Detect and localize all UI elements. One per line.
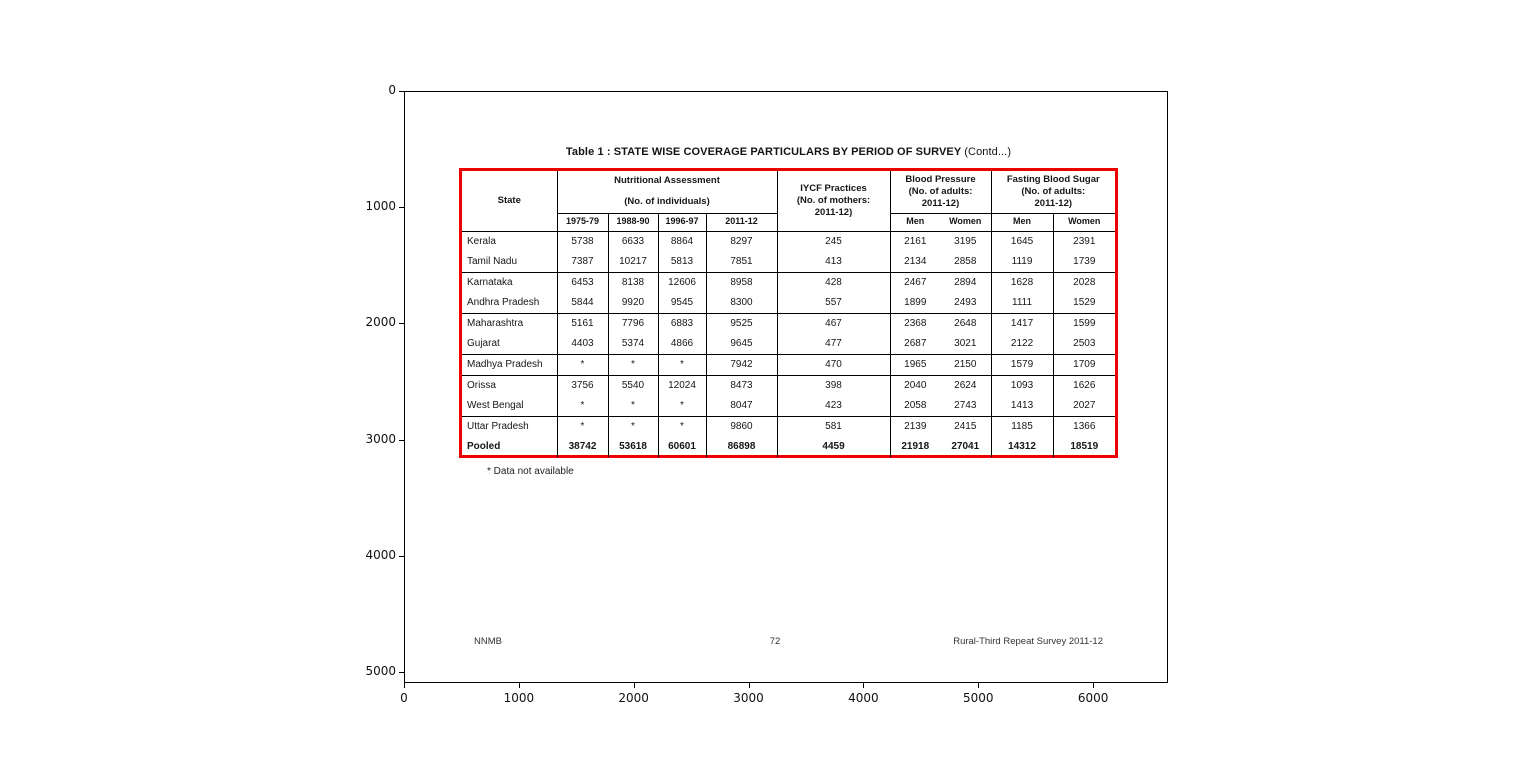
header-state: State xyxy=(462,171,557,231)
table-title-main: Table 1 : STATE WISE COVERAGE PARTICULARS BY PERIOD OF SURVEY xyxy=(565,146,962,158)
y-axis-tick-label: 0 xyxy=(388,83,396,97)
value-cell: 6883 xyxy=(658,313,706,334)
value-cell: 2467 xyxy=(890,272,940,293)
y-tick-mark xyxy=(399,207,404,208)
value-cell: 6453 xyxy=(557,272,608,293)
value-cell: * xyxy=(557,416,608,437)
value-cell: 4866 xyxy=(658,334,706,355)
y-tick-mark xyxy=(399,91,404,92)
header-fasting-blood-sugar xyxy=(991,171,1115,213)
fbs-line1: Fasting Blood Sugar xyxy=(1006,173,1100,185)
value-cell: 1529 xyxy=(1053,293,1115,314)
value-cell: 8138 xyxy=(608,272,658,293)
footer-org-label: NNMB xyxy=(474,636,502,647)
value-cell: 245 xyxy=(777,231,890,252)
header-bp-men: Men xyxy=(890,213,940,231)
na-line1: Nutritional Assessment xyxy=(614,175,720,187)
y-axis-tick-label: 3000 xyxy=(365,431,396,446)
value-cell: 1599 xyxy=(1053,313,1115,334)
y-tick-mark xyxy=(399,672,404,673)
bp-line1: Blood Pressure xyxy=(905,173,976,185)
x-axis-tick-label: 5000 xyxy=(962,691,994,705)
x-axis-tick-label: 2000 xyxy=(618,691,649,705)
value-cell: 1709 xyxy=(1053,354,1115,375)
value-cell: 428 xyxy=(777,272,890,293)
table-row xyxy=(462,354,1115,375)
table-row xyxy=(462,375,1115,396)
value-cell: * xyxy=(658,396,706,417)
header-fbs-men: Men xyxy=(991,213,1053,231)
value-cell: 9525 xyxy=(706,313,777,334)
value-cell: 2161 xyxy=(890,231,940,252)
y-tick-mark xyxy=(399,323,404,324)
value-cell: 4459 xyxy=(777,437,890,457)
value-cell: 8958 xyxy=(706,272,777,293)
state-cell: Andhra Pradesh xyxy=(467,297,540,308)
value-cell: 3195 xyxy=(954,236,977,247)
state-cell: Kerala xyxy=(467,236,496,247)
table-row xyxy=(462,396,1115,417)
table-row xyxy=(462,252,1115,273)
value-cell: 5844 xyxy=(557,293,608,314)
x-tick-mark xyxy=(749,683,750,688)
value-cell: 2503 xyxy=(1053,334,1115,355)
state-cell: Gujarat xyxy=(467,338,500,349)
header-nutritional-assessment xyxy=(557,171,777,213)
value-cell: 477 xyxy=(777,334,890,355)
value-cell: 86898 xyxy=(706,437,777,457)
fbs-line2: (No. of adults: xyxy=(1021,185,1086,197)
value-cell: 1645 xyxy=(991,231,1053,252)
value-cell: 1579 xyxy=(991,354,1053,375)
value-cell: 2040 xyxy=(890,375,940,396)
value-cell: * xyxy=(608,396,658,417)
value-cell: 7387 xyxy=(557,252,608,273)
header-iycf xyxy=(777,171,890,231)
table-row xyxy=(462,231,1115,252)
na-line2: (No. of individuals) xyxy=(624,196,710,208)
value-cell: 9920 xyxy=(608,293,658,314)
value-cell: * xyxy=(608,416,658,437)
y-tick-mark xyxy=(399,556,404,557)
header-year-4: 2011-12 xyxy=(706,213,777,231)
state-cell: Pooled xyxy=(467,441,501,452)
x-tick-mark xyxy=(1093,683,1094,688)
value-cell: * xyxy=(658,354,706,375)
value-cell: 2058 xyxy=(890,396,940,417)
state-cell: Maharashtra xyxy=(462,313,557,334)
value-cell: * xyxy=(557,354,608,375)
state-cell: Madhya Pradesh xyxy=(462,354,557,375)
value-cell: 12606 xyxy=(658,272,706,293)
value-cell: 470 xyxy=(777,354,890,375)
value-cell: * xyxy=(608,354,658,375)
value-cell: 5161 xyxy=(557,313,608,334)
header-blood-pressure xyxy=(890,171,991,213)
value-cell: 5374 xyxy=(608,334,658,355)
value-cell: 423 xyxy=(777,396,890,417)
header-year-2: 1988-90 xyxy=(608,213,658,231)
state-cell: Orissa xyxy=(462,375,557,396)
state-cell: Tamil Nadu xyxy=(467,256,518,267)
value-cell: 8473 xyxy=(706,375,777,396)
value-cell: 10217 xyxy=(608,252,658,273)
footer-survey-label: Rural-Third Repeat Survey 2011-12 xyxy=(953,636,1103,647)
page-number: 72 xyxy=(769,636,781,647)
value-cell: 2139 xyxy=(890,416,940,437)
value-cell: 8864 xyxy=(658,231,706,252)
value-cell: 9545 xyxy=(658,293,706,314)
value-cell: 60601 xyxy=(658,437,706,457)
value-cell: 1965 xyxy=(890,354,940,375)
value-cell: 21918 xyxy=(890,437,940,457)
x-tick-mark xyxy=(634,683,635,688)
fbs-line3: 2011-12) xyxy=(1034,197,1073,209)
y-axis-tick-label: 4000 xyxy=(365,547,396,562)
value-cell: 2493 xyxy=(954,297,977,308)
value-cell: 1119 xyxy=(991,252,1053,273)
iycf-line1: IYCF Practices xyxy=(800,182,867,194)
table-row xyxy=(462,313,1115,334)
value-cell: 1739 xyxy=(1053,252,1115,273)
table-title-contd-text: (Contd...) xyxy=(964,146,1012,158)
value-cell: 2028 xyxy=(1053,272,1115,293)
iycf-line2: (No. of mothers: xyxy=(796,194,871,206)
value-cell: 38742 xyxy=(557,437,608,457)
value-cell: 7942 xyxy=(706,354,777,375)
value-cell: 2134 xyxy=(890,252,940,273)
value-cell: 1185 xyxy=(991,416,1053,437)
header-year-3: 1996-97 xyxy=(658,213,706,231)
value-cell: 9860 xyxy=(706,416,777,437)
value-cell: 3021 xyxy=(954,338,977,349)
value-cell: 581 xyxy=(777,416,890,437)
header-fbs-women: Women xyxy=(1053,213,1115,231)
value-cell: 2624 xyxy=(940,375,991,396)
value-cell: 467 xyxy=(777,313,890,334)
state-cell: Karnataka xyxy=(462,272,557,293)
y-tick-mark xyxy=(399,440,404,441)
table-row xyxy=(462,334,1115,355)
value-cell: 8297 xyxy=(706,231,777,252)
value-cell: 5738 xyxy=(557,231,608,252)
value-cell: 8300 xyxy=(706,293,777,314)
value-cell: 398 xyxy=(777,375,890,396)
x-axis-tick-label: 6000 xyxy=(1077,691,1109,705)
table-row xyxy=(462,293,1115,314)
x-tick-mark xyxy=(404,683,405,688)
table-row xyxy=(462,272,1115,293)
value-cell: 2027 xyxy=(1053,396,1115,417)
value-cell: 53618 xyxy=(608,437,658,457)
x-axis-tick-label: 3000 xyxy=(733,691,764,705)
value-cell: 1899 xyxy=(890,293,940,314)
value-cell: 2415 xyxy=(940,416,991,437)
value-cell: 1626 xyxy=(1053,375,1115,396)
value-cell: 8047 xyxy=(706,396,777,417)
value-cell: 1628 xyxy=(991,272,1053,293)
bp-line2: (No. of adults: xyxy=(908,185,973,197)
value-cell: 14312 xyxy=(991,437,1053,457)
value-cell: 1093 xyxy=(991,375,1053,396)
value-cell: 2122 xyxy=(991,334,1053,355)
x-axis-tick-label: 1000 xyxy=(503,691,535,705)
value-cell: 2391 xyxy=(1053,231,1115,252)
header-bp-women: Women xyxy=(940,213,991,231)
y-axis-tick-label: 5000 xyxy=(365,664,396,678)
coverage-table xyxy=(459,168,1118,458)
x-tick-mark xyxy=(978,683,979,688)
value-cell: 1417 xyxy=(991,313,1053,334)
table-row xyxy=(462,416,1115,437)
y-axis-tick-label: 2000 xyxy=(365,315,396,330)
value-cell: 1413 xyxy=(991,396,1053,417)
header-year-1: 1975-79 xyxy=(557,213,608,231)
y-axis-tick-label: 1000 xyxy=(365,199,396,214)
x-tick-mark xyxy=(863,683,864,688)
value-cell: 2648 xyxy=(940,313,991,334)
table-title xyxy=(459,146,1118,158)
value-cell: 2858 xyxy=(954,256,977,267)
footnote: * Data not available xyxy=(487,466,574,477)
value-cell: 6633 xyxy=(608,231,658,252)
value-cell: 5813 xyxy=(658,252,706,273)
value-cell: 2368 xyxy=(890,313,940,334)
value-cell: * xyxy=(658,416,706,437)
state-cell: Uttar Pradesh xyxy=(462,416,557,437)
value-cell: * xyxy=(557,396,608,417)
value-cell: 1111 xyxy=(991,293,1053,314)
value-cell: 2687 xyxy=(890,334,940,355)
state-cell: West Bengal xyxy=(467,400,524,411)
value-cell: 1366 xyxy=(1053,416,1115,437)
value-cell: 2150 xyxy=(940,354,991,375)
x-axis-tick-label: 4000 xyxy=(848,691,879,705)
value-cell: 557 xyxy=(777,293,890,314)
value-cell: 5540 xyxy=(608,375,658,396)
x-axis-tick-label: 0 xyxy=(400,691,408,705)
value-cell: 18519 xyxy=(1053,437,1115,457)
iycf-line3: 2011-12) xyxy=(814,206,853,218)
value-cell: 2743 xyxy=(954,400,977,411)
table-row xyxy=(462,437,1115,457)
value-cell: 3756 xyxy=(557,375,608,396)
value-cell: 27041 xyxy=(951,441,980,452)
value-cell: 413 xyxy=(777,252,890,273)
value-cell: 2894 xyxy=(940,272,991,293)
value-cell: 12024 xyxy=(658,375,706,396)
value-cell: 9645 xyxy=(706,334,777,355)
x-tick-mark xyxy=(519,683,520,688)
value-cell: 7851 xyxy=(706,252,777,273)
bp-line3: 2011-12) xyxy=(921,197,960,209)
value-cell: 7796 xyxy=(608,313,658,334)
value-cell: 4403 xyxy=(557,334,608,355)
